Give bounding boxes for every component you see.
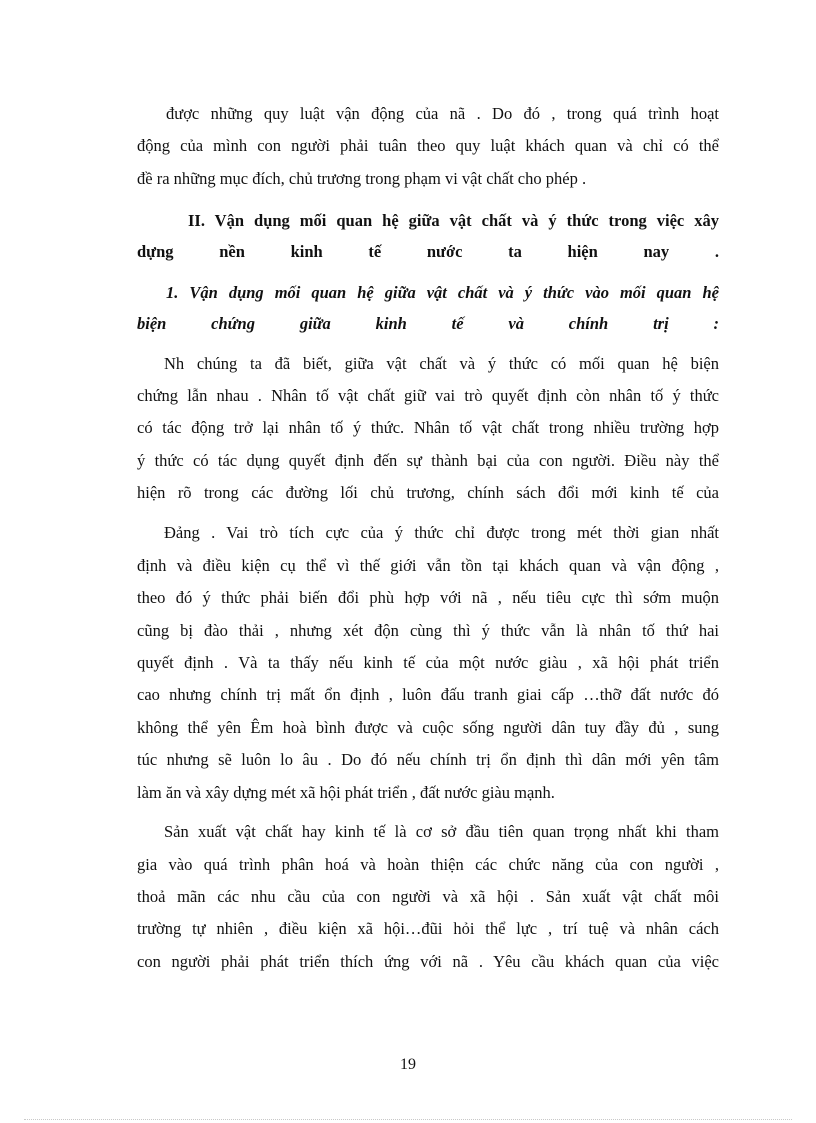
paragraph-3-line-7: không thể yên Êm hoà bình được và cuộc sống người dân tuy đầy đủ , sung: [137, 718, 719, 737]
section-heading-ii-line-2: dựng nền kinh tế nước ta hiện nay .: [137, 242, 719, 261]
section-heading-ii-line-1: II. Vận dụng mối quan hệ giữa vật chất và ý thức trong việc xây: [188, 211, 719, 230]
subsection-heading-1-line-1: 1. Vận dụng mối quan hệ giữa vật chất và ý thức vào mối quan hệ: [166, 283, 719, 302]
paragraph-3-line-8: túc nhưng sẽ luôn lo âu . Do đó nếu chính trị ổn định thì dân mới yên tâm: [137, 750, 719, 769]
paragraph-2-line-2: chứng lẫn nhau . Nhân tố vật chất giữ vai trò quyết định còn nhân tố ý thức: [137, 386, 719, 405]
paragraph-3-line-2: định và điều kiện cụ thể vì thế giới vẫn tồn tại khách quan và vận động ,: [137, 556, 719, 575]
paragraph-4-line-3: thoả mãn các nhu cầu của con người và xã hội . Sản xuất vật chất môi: [137, 887, 719, 906]
paragraph-2-line-1: Nh chúng ta đã biết, giữa vật chất và ý thức có mối quan hệ biện: [164, 354, 719, 373]
page-number: 19: [400, 1056, 416, 1073]
paragraph-2-line-4: ý thức có tác dụng quyết định đến sự thành bại của con người. Điều này thể: [137, 451, 719, 470]
paragraph-1-line-2: động của mình con người phải tuân theo quy luật khách quan và chỉ có thể: [137, 136, 719, 155]
paragraph-4-line-5: con người phải phát triển thích ứng với nã . Yêu cầu khách quan của việc: [137, 952, 719, 971]
paragraph-2-line-3: có tác động trở lại nhân tố ý thức. Nhân tố vật chất trong nhiều trường hợp: [137, 418, 719, 437]
paragraph-3-line-9: làm ăn và xây dựng mét xã hội phát triển , đất nước giàu mạnh.: [137, 783, 555, 802]
paragraph-4-line-4: trường tự nhiên , điều kiện xã hội…đũi hỏi thể lực , trí tuệ và nhân cách: [137, 919, 719, 938]
paragraph-3-line-3: theo đó ý thức phải biến đổi phù hợp với nã , nếu tiêu cực thì sớm muộn: [137, 588, 719, 607]
paragraph-4-line-2: gia vào quá trình phân hoá và hoàn thiện các chức năng của con người ,: [137, 855, 719, 874]
subsection-heading-1-line-2: biện chứng giữa kinh tế và chính trị :: [137, 314, 719, 333]
paragraph-2-line-5: hiện rõ trong các đường lối chủ trương, chính sách đổi mới kinh tế của: [137, 483, 719, 502]
paragraph-3-line-4: cũng bị đào thải , nhưng xét độn cùng thì ý thức vẫn là nhân tố thứ hai: [137, 621, 719, 640]
paragraph-3-line-5: quyết định . Và ta thấy nếu kinh tế của một nước giàu , xã hội phát triển: [137, 653, 719, 672]
page-bottom-divider: [24, 1119, 792, 1120]
paragraph-3-line-6: cao nhưng chính trị mất ổn định , luôn đấu tranh giai cấp …thỡ đất nước đó: [137, 685, 719, 704]
paragraph-4-line-1: Sản xuất vật chất hay kinh tế là cơ sở đầu tiên quan trọng nhất khi tham: [164, 822, 719, 841]
paragraph-3-line-1: Đảng . Vai trò tích cực của ý thức chỉ được trong mét thời gian nhất: [164, 523, 719, 542]
paragraph-1-line-1: được những quy luật vận động của nã . Do đó , trong quá trình hoạt: [166, 104, 719, 123]
paragraph-1-line-3: đề ra những mục đích, chủ trương trong phạm vi vật chất cho phép .: [137, 169, 587, 188]
